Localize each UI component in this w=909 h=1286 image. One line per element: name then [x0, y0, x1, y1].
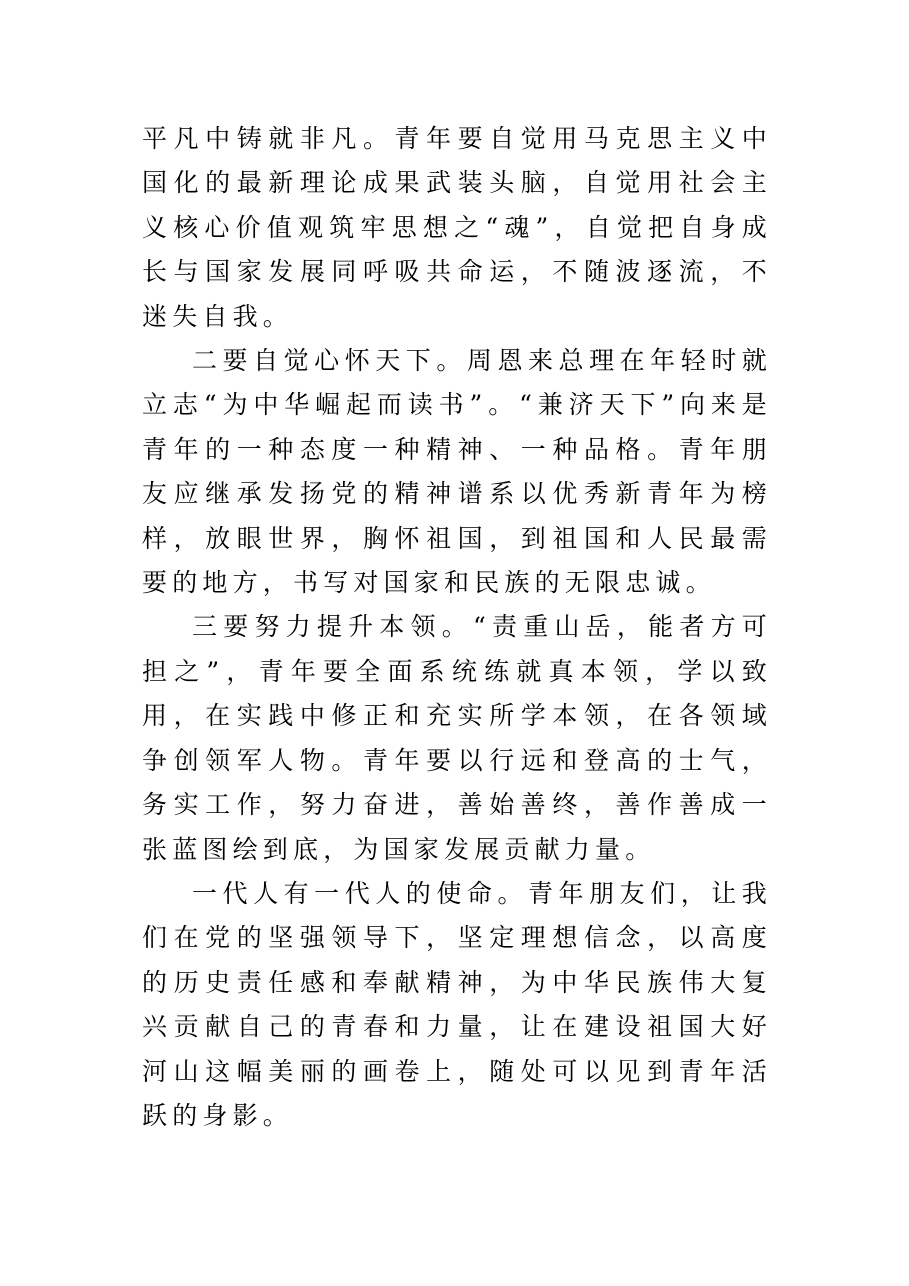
paragraph-point-two: 二要自觉心怀天下。周恩来总理在年轻时就立志“为中华崛起而读书”。“兼济天下”向来是青年的一种态度一种精神、一种品格。青年朋友应继承发扬党的精神谱系以优秀新青年为榜样，放眼世界，胸怀祖国，到祖国和人民最需要的地方，书写对国家和民族的无限忠诚。: [142, 346, 772, 598]
paragraph-point-three: 三要努力提升本领。“责重山岳，能者方可担之”，青年要全面系统练就真本领，学以致用，在实践中修正和充实所学本领，在各领域争创领军人物。青年要以行远和登高的士气，务实工作，努力奋进，善始善终，善作善成一张蓝图绘到底，为国家发展贡献力量。: [142, 612, 772, 864]
document-body: [142, 117, 772, 1138]
paragraph-continued: 平凡中铸就非凡。青年要自觉用马克思主义中国化的最新理论成果武装头脑，自觉用社会主义核心价值观筑牢思想之“魂”，自觉把自身成长与国家发展同呼吸共命运，不随波逐流，不迷失自我。: [142, 124, 772, 331]
paragraph-conclusion: 一代人有一代人的使命。青年朋友们，让我们在党的坚强领导下，坚定理想信念，以高度的历史责任感和奉献精神，为中华民族伟大复兴贡献自己的青春和力量，让在建设祖国大好河山这幅美丽的画卷上，随处可以见到青年活跃的身影。: [142, 878, 772, 1130]
